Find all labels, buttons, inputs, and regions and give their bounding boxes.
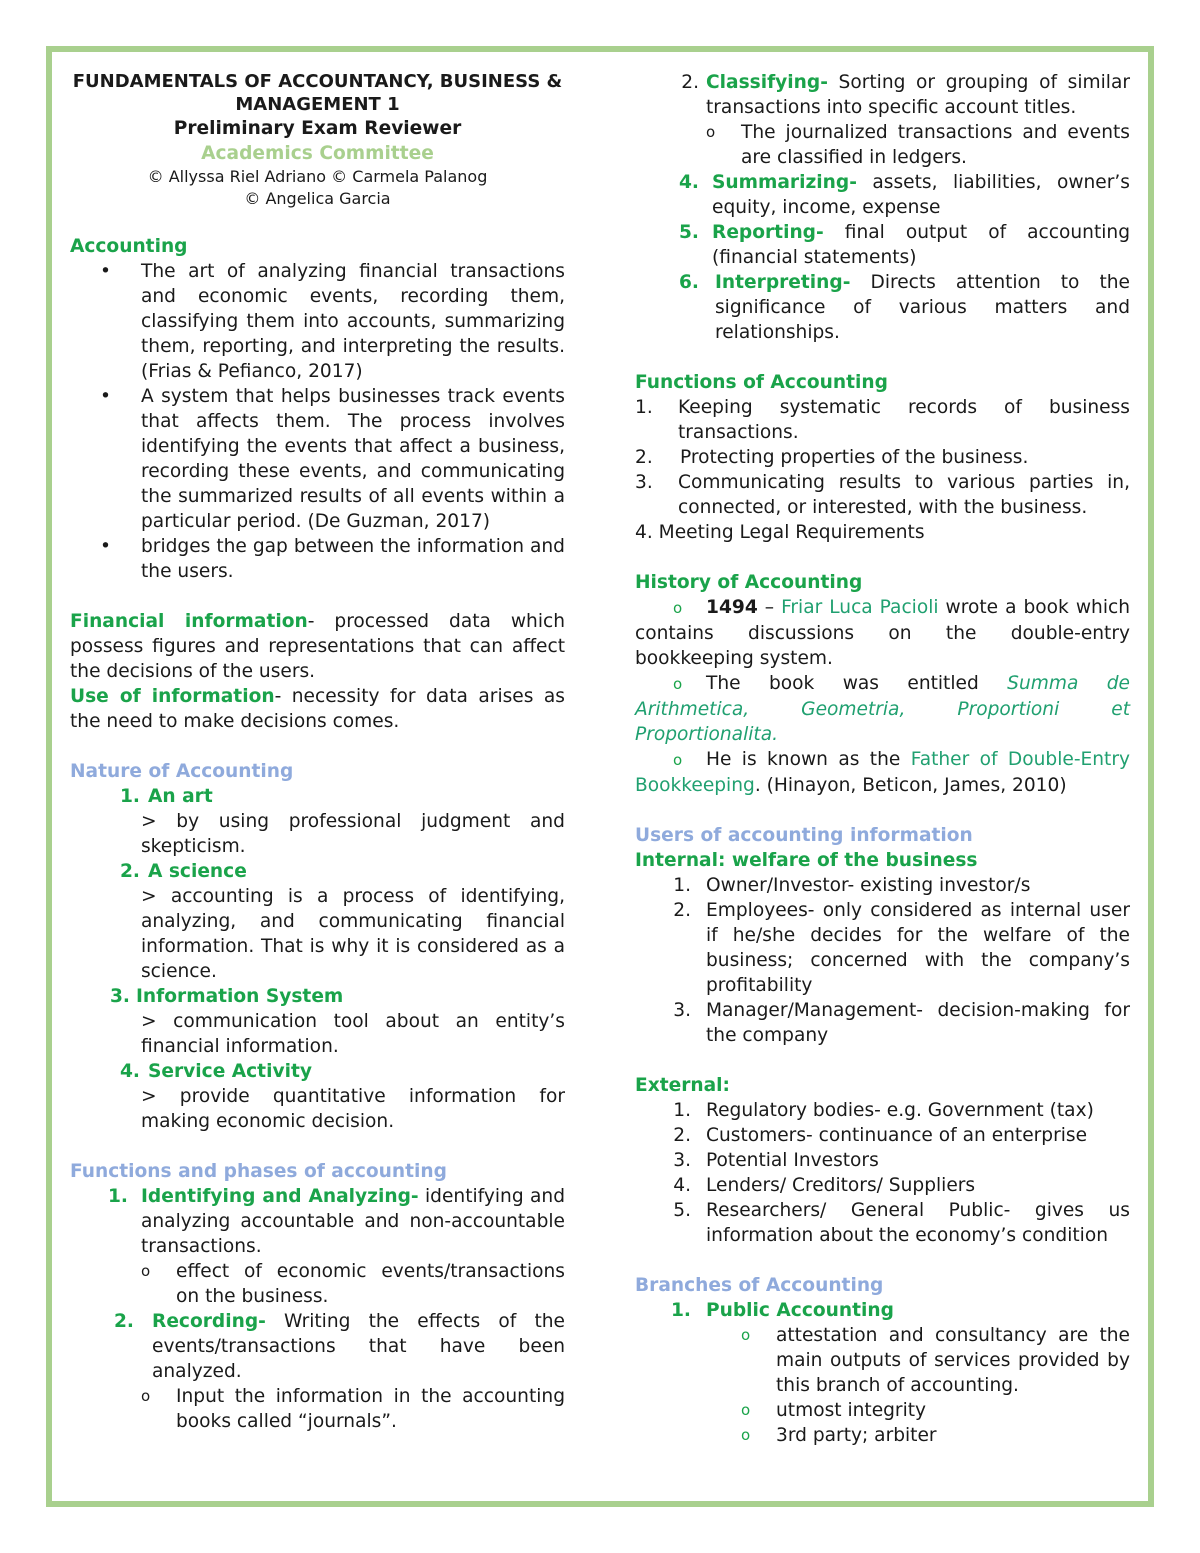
branch-item bbox=[635, 1298, 1130, 1323]
item-number: 2. bbox=[681, 72, 699, 93]
item-number: 2. bbox=[673, 900, 691, 921]
sub-bullet-icon: o bbox=[741, 1401, 751, 1419]
item-number: 2. bbox=[119, 861, 140, 882]
item-number: 5. bbox=[678, 222, 699, 243]
item-number: 3. bbox=[635, 472, 653, 493]
phase-sub-item bbox=[70, 1259, 565, 1309]
sub-bullet-icon: o bbox=[673, 599, 683, 617]
item-number: 1. bbox=[673, 875, 691, 896]
item-number: 1. bbox=[673, 1100, 691, 1121]
nature-item bbox=[70, 984, 565, 1059]
phase-text: identifying and analyzing accountable and non-accountable transactions. bbox=[141, 1186, 565, 1257]
bullet-text: A system that helps businesses track events that affects them. The process involves identifying the events that affect a business, recording these events, and communicating the summarized results of all events within a particular period. (De Guzman, 2017) bbox=[141, 386, 565, 532]
nature-item bbox=[70, 784, 565, 859]
history-dash: – bbox=[757, 597, 782, 618]
item-text: Keeping systematic records of business transactions. bbox=[678, 397, 1130, 443]
phase-text: Directs attention to the significance of various matters and relationships. bbox=[715, 272, 1130, 343]
item-text: Manager/Management- decision-making for the company bbox=[706, 1000, 1130, 1046]
phase-item bbox=[635, 70, 1130, 120]
doc-subtitle: Preliminary Exam Reviewer bbox=[173, 118, 462, 139]
phase-text: assets, liabilities, owner’s equity, income, expense bbox=[712, 172, 1130, 218]
history-text-2: The book was entitled bbox=[706, 673, 1008, 694]
sub-text: 3rd party; arbiter bbox=[776, 1425, 937, 1446]
item-number: 1. bbox=[119, 786, 140, 807]
item-title: Service Activity bbox=[148, 1061, 312, 1082]
internal-user-item bbox=[635, 898, 1130, 998]
external-user-item bbox=[635, 1098, 1130, 1123]
sub-bullet-icon: o bbox=[741, 1326, 751, 1344]
accounting-bullet bbox=[70, 534, 565, 584]
sub-bullet-icon: o bbox=[741, 1426, 751, 1444]
item-text: Lenders/ Creditors/ Suppliers bbox=[706, 1175, 976, 1196]
phase-item bbox=[635, 170, 1130, 220]
history-text-3: He is known as the bbox=[706, 749, 911, 770]
phases-heading: Functions and phases of accounting bbox=[70, 1161, 447, 1182]
phase-item bbox=[635, 220, 1130, 270]
use-of-information-text: - necessity for data arises as the need to make decisions comes. bbox=[70, 686, 565, 732]
functions-item bbox=[635, 395, 1130, 445]
item-description: > communication tool about an entity’s financial information. bbox=[141, 1011, 565, 1057]
phase-sub-item bbox=[635, 120, 1130, 170]
sub-bullet-icon: o bbox=[141, 1387, 151, 1405]
item-description: > accounting is a process of identifying, analyzing, and communicating financial information. That is why it is considered as a science. bbox=[141, 886, 565, 982]
phase-text: Sorting or grouping of similar transactions into specific account titles. bbox=[706, 72, 1130, 118]
history-heading: History of Accounting bbox=[635, 572, 863, 593]
authors-line-2: © Angelica Garcia bbox=[244, 189, 391, 208]
authors-line-1: © Allyssa Riel Adriano © Carmela Palanog bbox=[147, 167, 488, 186]
item-number: 1. bbox=[107, 1186, 128, 1207]
item-number: 3. bbox=[673, 1150, 691, 1171]
history-text-1: wrote a book which contains discussions on the double-entry bookkeeping system. bbox=[635, 597, 1130, 669]
history-paragraph-3 bbox=[635, 747, 1130, 798]
item-number: 4. bbox=[678, 172, 699, 193]
item-number: 1. bbox=[670, 1300, 691, 1321]
financial-information-definition bbox=[70, 609, 565, 684]
accounting-heading: Accounting bbox=[70, 236, 188, 257]
item-text: Researchers/ General Public- gives us information about the economy’s condition bbox=[706, 1200, 1130, 1246]
item-text: Regulatory bodies- e.g. Government (tax) bbox=[706, 1100, 1094, 1121]
history-paragraph-2 bbox=[635, 671, 1130, 747]
item-title: An art bbox=[148, 786, 213, 807]
item-text: Communicating results to various parties in, connected, or interested, with the business. bbox=[678, 472, 1130, 518]
branches-heading: Branches of Accounting bbox=[635, 1275, 884, 1296]
users-heading: Users of accounting information bbox=[635, 825, 973, 846]
functions-heading: Functions of Accounting bbox=[635, 372, 888, 393]
history-year: 1494 bbox=[706, 597, 758, 618]
item-number: 3. bbox=[109, 986, 130, 1007]
phase-title: Interpreting- bbox=[715, 272, 851, 293]
history-father-title: Father of Double-Entry Bookkeeping bbox=[635, 749, 1130, 796]
sub-text: The journalized transactions and events are classified in ledgers. bbox=[741, 122, 1130, 168]
branch-sub-item bbox=[635, 1423, 1130, 1448]
item-number: 6. bbox=[678, 272, 699, 293]
sub-bullet-icon: o bbox=[673, 751, 683, 769]
bullet-icon: • bbox=[100, 536, 111, 557]
accounting-bullet bbox=[70, 384, 565, 534]
item-number: 4. bbox=[119, 1061, 140, 1082]
functions-item-4: 4. Meeting Legal Requirements bbox=[635, 522, 925, 543]
left-column bbox=[70, 70, 565, 1434]
right-column bbox=[635, 70, 1130, 1448]
item-number: 5. bbox=[673, 1200, 691, 1221]
financial-information-term: Financial information bbox=[70, 611, 308, 632]
item-number: 2. bbox=[635, 447, 653, 468]
committee-name: Academics Committee bbox=[201, 143, 434, 164]
nature-item bbox=[70, 1059, 565, 1134]
sub-text: utmost integrity bbox=[776, 1400, 927, 1421]
history-paragraph-1 bbox=[635, 595, 1130, 671]
sub-bullet-icon: o bbox=[673, 675, 683, 693]
phase-text: Writing the effects of the events/transactions that have been analyzed. bbox=[152, 1311, 565, 1382]
item-number: 3. bbox=[673, 1000, 691, 1021]
item-text: Employees- only considered as internal user if he/she decides for the welfare of the business; concerned with the company’s profitability bbox=[706, 900, 1130, 996]
functions-item bbox=[635, 445, 1130, 470]
phase-title: Identifying and Analyzing- bbox=[141, 1186, 419, 1207]
sub-bullet-icon: o bbox=[706, 123, 716, 141]
external-user-item bbox=[635, 1123, 1130, 1148]
item-title: A science bbox=[148, 861, 247, 882]
item-number: 2. bbox=[673, 1125, 691, 1146]
external-user-item bbox=[635, 1198, 1130, 1248]
internal-user-item bbox=[635, 998, 1130, 1048]
external-user-item bbox=[635, 1148, 1130, 1173]
sub-text: Input the information in the accounting books called “journals”. bbox=[176, 1386, 565, 1432]
phase-item bbox=[635, 270, 1130, 345]
item-number: 1. bbox=[635, 397, 653, 418]
item-description: > provide quantitative information for making economic decision. bbox=[141, 1086, 565, 1132]
bullet-icon: • bbox=[100, 386, 111, 407]
nature-item bbox=[70, 859, 565, 984]
bullet-text: The art of analyzing financial transactions and economic events, recording them, classifying them into accounts, summarizing them, reporting, and interpreting the results. (Frias & Pefianco, 2017) bbox=[141, 261, 565, 382]
external-user-item bbox=[635, 1173, 1130, 1198]
phase-title: Reporting- bbox=[712, 222, 824, 243]
accounting-bullet bbox=[70, 259, 565, 384]
bullet-icon: • bbox=[100, 261, 111, 282]
item-text: Owner/Investor- existing investor/s bbox=[706, 875, 1031, 896]
item-number: 2. bbox=[113, 1311, 134, 1332]
use-of-information-definition bbox=[70, 684, 565, 734]
doc-title-line-2: MANAGEMENT 1 bbox=[235, 94, 400, 115]
bullet-text: bridges the gap between the information and the users. bbox=[141, 536, 565, 582]
item-text: Potential Investors bbox=[706, 1150, 879, 1171]
item-text: Protecting properties of the business. bbox=[680, 447, 1029, 468]
doc-title-line-1: FUNDAMENTALS OF ACCOUNTANCY, BUSINESS & bbox=[72, 71, 563, 92]
phase-title: Recording- bbox=[152, 1311, 266, 1332]
history-text-4: . (Hinayon, Beticon, James, 2010) bbox=[754, 775, 1067, 796]
use-of-information-term: Use of information bbox=[70, 686, 275, 707]
sub-text: effect of economic events/transactions on the business. bbox=[176, 1261, 565, 1307]
phase-item bbox=[70, 1184, 565, 1259]
internal-user-item bbox=[635, 873, 1130, 898]
history-person: Friar Luca Pacioli bbox=[781, 597, 939, 618]
phase-title: Classifying- bbox=[706, 72, 828, 93]
nature-heading: Nature of Accounting bbox=[70, 761, 294, 782]
financial-information-text: - processed data which possess figures and representations that can affect the decisions of the users. bbox=[70, 611, 565, 682]
external-users-heading: External: bbox=[635, 1075, 730, 1096]
item-description: > by using professional judgment and skepticism. bbox=[141, 811, 565, 857]
item-number: 4. bbox=[673, 1175, 691, 1196]
internal-users-heading: Internal: welfare of the business bbox=[635, 850, 978, 871]
phase-title: Summarizing- bbox=[712, 172, 857, 193]
branch-sub-item bbox=[635, 1398, 1130, 1423]
phase-item bbox=[70, 1309, 565, 1384]
item-text: Customers- continuance of an enterprise bbox=[706, 1125, 1088, 1146]
phase-text: final output of accounting (financial statements) bbox=[712, 222, 1130, 268]
branch-title: Public Accounting bbox=[706, 1300, 894, 1321]
sub-bullet-icon: o bbox=[141, 1262, 151, 1280]
sub-text: attestation and consultancy are the main outputs of services provided by this branch of accounting. bbox=[776, 1325, 1130, 1396]
history-book-title: Summa de Arithmetica, Geometria, Proportioni et Proportionalita. bbox=[635, 673, 1130, 745]
item-title: Information System bbox=[136, 986, 344, 1007]
functions-item bbox=[635, 470, 1130, 520]
phase-sub-item bbox=[70, 1384, 565, 1434]
branch-sub-item bbox=[635, 1323, 1130, 1398]
